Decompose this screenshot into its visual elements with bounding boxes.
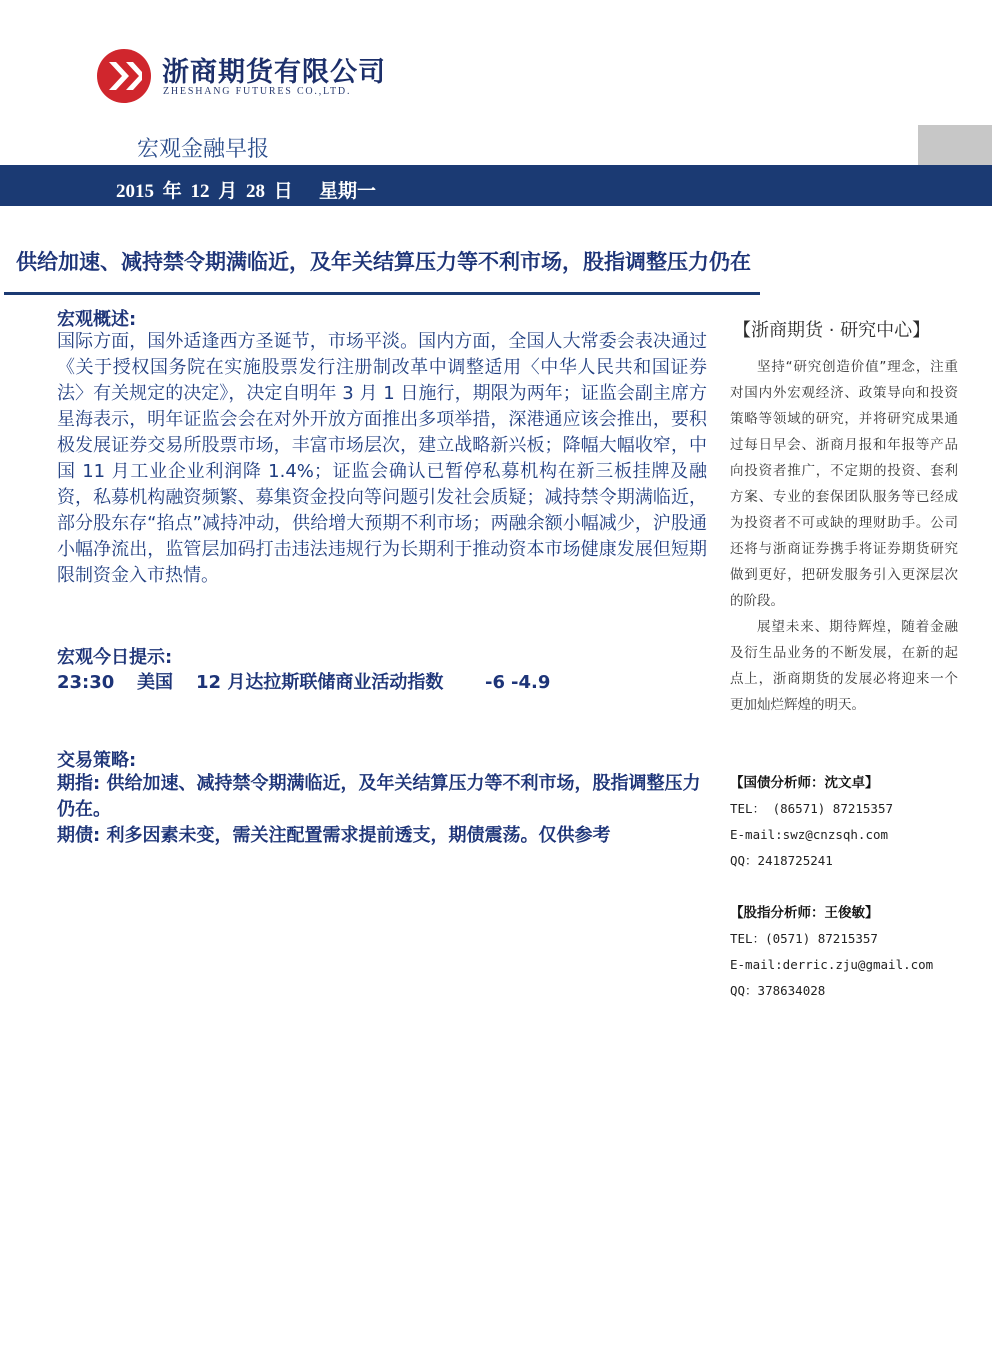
analyst-qq: QQ：378634028 — [730, 983, 826, 998]
strategy-index-futures: 期指: 供给加速、减持禁令期满临近，及年关结算压力等不利市场，股指调整压力仍在。 — [57, 773, 701, 820]
company-logo — [96, 48, 152, 104]
today-title: 宏观今日提示: — [57, 647, 173, 668]
analyst-email: E-mail:derric.zju@gmail.com — [730, 957, 934, 972]
sidebar-paragraph: 展望未来、期待辉煌，随着金融及衍生品业务的不断发展，在新的起点上，浙商期货的发展必将迎来一个更加灿烂辉煌的明天。 — [730, 619, 958, 713]
analyst-card-equity — [730, 900, 933, 1004]
strategy-body — [57, 771, 707, 849]
report-name: 宏观金融早报 — [137, 137, 270, 162]
event-time: 23:30 — [57, 672, 115, 693]
weekday: 星期一 — [319, 181, 377, 202]
headline-divider — [4, 292, 760, 295]
analyst-email: E-mail:swz@cnzsqh.com — [730, 827, 889, 842]
overview-body: 国际方面，国外适逢西方圣诞节，市场平淡。国内方面，全国人大常委会表决通过《关于授权国务院在实施股票发行注册制改革中调整适用〈中华人民共和国证券法〉有关规定的决定》，决定自明年 3 月 1 日施行，期限为两年；证监会副主席方星海表示，明年证监会会在对外开放方面推出多项举措，深港通应该会推出，要积极发展证券交易所股票市场，丰富市场层次，建立战略新兴板；降幅大幅收窄，中国 11 月工业企业利润降 1.4%；证监会确认已暂停私募机构在新三板挂牌及融资，私募机构融资频繁、募集资金投向等问题引发社会质疑；减持禁令期满临近，部分股东存“掐点”减持冲动，供给增大预期不利市场；两融余额小幅减少，沪股通小幅净流出，监管层加码打击违法违规行为长期利于推动资本市场健康发展但短期限制资金入市热情。 — [57, 331, 707, 586]
header-decor-block — [918, 125, 992, 165]
company-name-en: ZHESHANG FUTURES CO.,LTD. — [163, 86, 352, 97]
sidebar-paragraph: 坚持“研究创造价值”理念，注重对国内外宏观经济、政策导向和投资策略等领域的研究，并将研究成果通过每日早会、浙商月报和年报等产品向投资者推广，不定期的投资、套利方案、专业的套保团队服务等已经成为投资者不可或缺的理财助手。公司还将与浙商证券携手将证券期货研究做到更好，把研发服务引入更深层次的阶段。 — [730, 359, 958, 609]
event-country: 美国 — [137, 672, 173, 693]
event-name: 12 月达拉斯联储商业活动指数 — [196, 672, 444, 693]
company-name-cn: 浙商期货有限公司 — [162, 57, 386, 88]
page-headline: 供给加速、减持禁令期满临近，及年关结算压力等不利市场，股指调整压力仍在 — [16, 250, 751, 274]
event-row — [57, 668, 550, 694]
sidebar-title: 【浙商期货 · 研究中心】 — [733, 320, 931, 341]
analyst-qq: QQ：2418725241 — [730, 853, 833, 868]
analyst-title: 【股指分析师：王俊敏】 — [730, 905, 879, 921]
event-previous: -6 — [485, 672, 505, 693]
strategy-title: 交易策略: — [57, 750, 137, 771]
analyst-card-bond — [730, 770, 893, 874]
analyst-tel: TEL： (86571) 87215357 — [730, 801, 894, 816]
strategy-bond-futures: 期债: 利多因素未变，需关注配置需求提前透支，期债震荡。仅供参考 — [57, 825, 611, 846]
event-forecast: -4.9 — [511, 672, 551, 693]
date: 2015 年 12 月 28 日 — [116, 181, 293, 202]
logo-mark-icon — [96, 48, 152, 104]
analyst-tel: TEL：(0571) 87215357 — [730, 931, 878, 946]
analyst-title: 【国债分析师：沈文卓】 — [730, 775, 879, 791]
overview-title: 宏观概述: — [57, 309, 137, 330]
report-date — [116, 176, 376, 203]
